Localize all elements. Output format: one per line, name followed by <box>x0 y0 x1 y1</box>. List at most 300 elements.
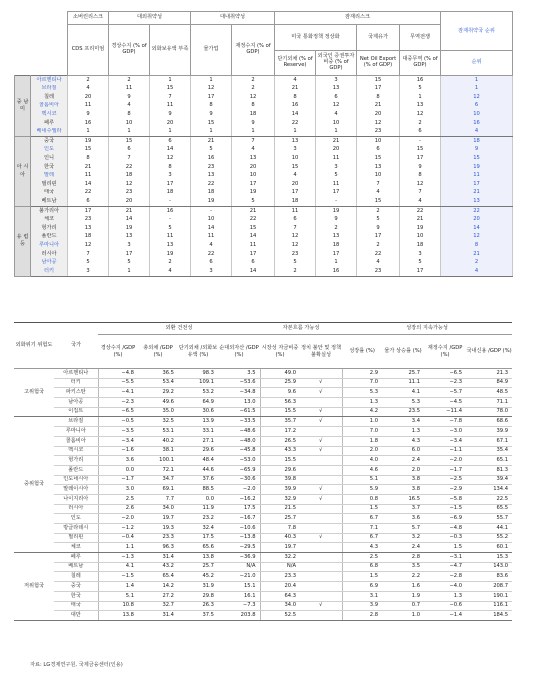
table2-row <box>14 504 512 514</box>
score-cell: 9 <box>357 224 400 233</box>
indicator-cell: −1.6 <box>98 446 138 456</box>
score-cell: 6 <box>232 258 275 267</box>
header-inflation-rate: 물가 상승률 (%) <box>382 335 424 369</box>
policy-risk-check: √ <box>300 601 342 611</box>
indicator-cell: 1.5 <box>342 572 382 582</box>
score-cell: 11 <box>275 206 316 215</box>
policy-risk-check: √ <box>300 494 342 504</box>
score-cell: 14 <box>232 267 275 276</box>
table1-row <box>15 76 513 85</box>
indicator-cell: 32.9 <box>260 494 300 504</box>
score-cell: 5 <box>191 146 232 155</box>
indicator-cell: 84.9 <box>466 378 512 388</box>
rank-cell: 4 <box>441 128 513 137</box>
indicator-cell: 4.3 <box>342 543 382 553</box>
table2-row <box>14 543 512 553</box>
score-cell: - <box>191 206 232 215</box>
score-cell: 12 <box>316 102 357 111</box>
score-cell: 14 <box>68 180 109 189</box>
score-cell: 17 <box>316 189 357 198</box>
indicator-cell: 39.4 <box>466 475 512 485</box>
policy-risk-check <box>300 562 342 572</box>
group-domestic-vulnerability: 대내취약성 <box>191 12 275 25</box>
score-cell: 4 <box>68 85 109 94</box>
table2-row <box>14 485 512 495</box>
country-name: 태국 <box>54 601 98 611</box>
score-cell: 2 <box>232 85 275 94</box>
indicator-cell: 43.2 <box>138 562 178 572</box>
table1-row <box>15 216 513 225</box>
score-cell: 21 <box>109 206 150 215</box>
score-cell: 8 <box>357 93 400 102</box>
score-cell: 20 <box>357 110 400 119</box>
header-foreign-portfolio: 외국인 증권투자비중 (% of GDP) <box>316 51 357 76</box>
indicator-cell: 3.2 <box>382 533 424 543</box>
indicator-cell: −5.7 <box>424 388 466 398</box>
score-cell: 2 <box>357 206 400 215</box>
indicator-cell: 49.6 <box>138 398 178 408</box>
country-name: 필리핀 <box>54 533 98 543</box>
indicator-cell: −11.4 <box>424 407 466 417</box>
indicator-cell: 27.2 <box>138 591 178 601</box>
indicator-cell: N/A <box>218 562 260 572</box>
header-fiscal-gdp: 재정수지 /GDP (%) <box>424 335 466 369</box>
group-capital-flow: 자본흐름 가능성 <box>260 323 342 335</box>
vulnerability-ranking-table <box>14 11 513 277</box>
score-cell: 18 <box>316 241 357 250</box>
score-cell: 22 <box>400 206 441 215</box>
indicator-cell: 39.9 <box>466 427 512 437</box>
header-growth: 성장률 (%) <box>342 335 382 369</box>
indicator-cell: 3.8 <box>382 485 424 495</box>
score-cell: 15 <box>68 146 109 155</box>
score-cell: 13 <box>232 154 275 163</box>
indicator-cell: −1.7 <box>98 475 138 485</box>
indicator-cell: −53.6 <box>218 378 260 388</box>
rank-cell: 12 <box>441 233 513 242</box>
score-cell: 14 <box>109 216 150 225</box>
score-cell: 17 <box>357 233 400 242</box>
source-note: 자료: LG경제연구원, 국제금융센터(인용) <box>30 662 123 668</box>
table1-row <box>15 258 513 267</box>
indicator-cell: 21.5 <box>260 504 300 514</box>
indicator-cell: 1.3 <box>342 398 382 408</box>
score-cell: 10 <box>357 137 400 146</box>
indicator-cell: 16.5 <box>382 494 424 504</box>
policy-risk-check <box>300 456 342 466</box>
indicator-cell: 31.4 <box>138 611 178 621</box>
indicator-cell: 1.3 <box>382 427 424 437</box>
indicator-cell: 53.1 <box>138 427 178 437</box>
indicator-cell: 15.3 <box>466 553 512 563</box>
rank-cell: 14 <box>441 224 513 233</box>
indicator-cell: −1.7 <box>424 465 466 475</box>
country-name: 헝가리 <box>31 224 68 233</box>
header-political-instability: 정치 불안 및 정책 불확실성 <box>300 335 342 369</box>
score-cell: 16 <box>316 267 357 276</box>
indicator-cell: 109.1 <box>178 378 218 388</box>
indicator-cell: 5.7 <box>382 524 424 534</box>
country-name: 말레 <box>31 172 68 181</box>
table2-row <box>14 446 512 456</box>
score-cell: 5 <box>150 224 191 233</box>
indicator-cell: 14.2 <box>138 582 178 592</box>
score-cell: 11 <box>316 154 357 163</box>
indicator-cell: 0.7 <box>382 601 424 611</box>
score-cell: 6 <box>357 146 400 155</box>
country-name: 베트남 <box>54 562 98 572</box>
indicator-cell: −4.8 <box>98 369 138 379</box>
table2-row <box>14 572 512 582</box>
score-cell: 5 <box>357 216 400 225</box>
indicator-cell: 2.5 <box>98 494 138 504</box>
rank-cell: 2 <box>441 258 513 267</box>
header-net-oil-export: Net Oil Export (% of GDP) <box>357 51 400 76</box>
indicator-cell: −2.0 <box>98 514 138 524</box>
score-cell: 4 <box>275 172 316 181</box>
score-cell: 5 <box>400 258 441 267</box>
indicator-cell: 2.2 <box>382 572 424 582</box>
country-name: 말레이시아 <box>54 485 98 495</box>
indicator-cell: −0.4 <box>98 533 138 543</box>
score-cell: 9 <box>150 110 191 119</box>
table1-row <box>15 267 513 276</box>
rank-cell: 1 <box>441 85 513 94</box>
table1-row <box>15 128 513 137</box>
score-cell: 15 <box>357 154 400 163</box>
indicator-cell: 1.5 <box>342 504 382 514</box>
rank-cell: 11 <box>441 172 513 181</box>
score-cell: 21 <box>400 216 441 225</box>
score-cell: 14 <box>150 146 191 155</box>
indicator-cell: −3.4 <box>424 436 466 446</box>
rank-cell: 10 <box>441 110 513 119</box>
rank-cell: 19 <box>441 163 513 172</box>
score-cell: 7 <box>68 250 109 259</box>
policy-risk-check <box>300 582 342 592</box>
score-cell: 13 <box>109 233 150 242</box>
indicator-cell: −30.6 <box>218 475 260 485</box>
indicator-cell: 0.8 <box>342 494 382 504</box>
indicator-cell: 69.1 <box>138 485 178 495</box>
indicator-cell: 38.1 <box>138 446 178 456</box>
country-name: 파키스탄 <box>54 388 98 398</box>
indicator-cell: −29.5 <box>218 543 260 553</box>
score-cell: 18 <box>232 110 275 119</box>
indicator-cell: −5.8 <box>424 494 466 504</box>
score-cell: 3 <box>275 146 316 155</box>
indicator-cell: 6.0 <box>382 446 424 456</box>
country-name: 루마니아 <box>54 427 98 437</box>
rank-cell: 8 <box>441 241 513 250</box>
score-cell: 1 <box>109 267 150 276</box>
score-cell: 7 <box>232 137 275 146</box>
indicator-cell: N/A <box>260 562 300 572</box>
score-cell: 1 <box>191 76 232 85</box>
header-domestic-credit: 국내신용 /GDP (%) <box>466 335 512 369</box>
indicator-cell: 22.5 <box>466 494 512 504</box>
table1-row <box>15 110 513 119</box>
score-cell: 18 <box>150 189 191 198</box>
indicator-cell: 6.9 <box>342 582 382 592</box>
table2-row <box>14 582 512 592</box>
indicator-cell: −5.5 <box>98 378 138 388</box>
header-ca-gdp: 경상수지 /GDP (%) <box>98 335 138 369</box>
indicator-cell: 10.8 <box>98 601 138 611</box>
indicator-cell: 78.0 <box>466 407 512 417</box>
indicator-cell: 143.0 <box>466 562 512 572</box>
table2-row <box>14 591 512 601</box>
score-cell: 1 <box>400 93 441 102</box>
score-cell: 14 <box>232 233 275 242</box>
country-name: 체코 <box>31 216 68 225</box>
indicator-cell: 15.5 <box>260 456 300 466</box>
indicator-cell: 0.0 <box>98 465 138 475</box>
score-cell: 12 <box>357 119 400 128</box>
indicator-cell: 60.1 <box>466 543 512 553</box>
indicator-cell: 7.0 <box>342 378 382 388</box>
indicator-cell: 20.4 <box>260 582 300 592</box>
indicator-cell: 49.0 <box>260 369 300 379</box>
header-current-account: 경상수지 (% of GDP) <box>109 25 150 76</box>
indicator-cell: −1.4 <box>424 611 466 621</box>
indicator-cell: −4.0 <box>424 582 466 592</box>
score-cell: 23 <box>357 128 400 137</box>
risk-level-label: 저위험국 <box>14 553 54 621</box>
table2-row <box>14 562 512 572</box>
score-cell: 3 <box>400 250 441 259</box>
table2-row <box>14 456 512 466</box>
score-cell: 5 <box>68 258 109 267</box>
score-cell: - <box>316 197 357 206</box>
group-rank: 잠재취약국 순위 <box>441 12 513 51</box>
rank-cell: 15 <box>441 154 513 163</box>
indicator-cell: 4.0 <box>342 456 382 466</box>
indicator-cell: −3.4 <box>98 436 138 446</box>
score-cell: 4 <box>232 146 275 155</box>
table2-row <box>14 601 512 611</box>
policy-risk-check <box>300 475 342 485</box>
country-name: 페루 <box>31 119 68 128</box>
indicator-cell: 32.4 <box>178 524 218 534</box>
indicator-cell: 48.4 <box>178 456 218 466</box>
indicator-cell: 2.8 <box>382 553 424 563</box>
table1-row <box>15 172 513 181</box>
table2-row <box>14 436 512 446</box>
indicator-cell: 3.8 <box>382 475 424 485</box>
score-cell: 9 <box>191 110 232 119</box>
indicator-cell: 116.1 <box>466 601 512 611</box>
score-cell: 14 <box>275 110 316 119</box>
indicator-cell: 81.3 <box>466 465 512 475</box>
score-cell: 4 <box>357 258 400 267</box>
score-cell: 13 <box>150 241 191 250</box>
rank-cell: 13 <box>441 197 513 206</box>
indicator-cell: 64.9 <box>178 398 218 408</box>
score-cell: 10 <box>357 172 400 181</box>
indicator-cell: 29.8 <box>178 591 218 601</box>
indicator-cell: 4.6 <box>342 465 382 475</box>
table2-row <box>14 553 512 563</box>
score-cell: 21 <box>275 85 316 94</box>
indicator-cell: −4.1 <box>98 388 138 398</box>
score-cell: - <box>150 216 191 225</box>
indicator-cell: −16.7 <box>218 514 260 524</box>
country-name: 브라질 <box>31 85 68 94</box>
table1-row <box>15 241 513 250</box>
score-cell: 3 <box>191 267 232 276</box>
indicator-cell: −34.8 <box>218 388 260 398</box>
header-inflation: 물가업 <box>191 25 232 76</box>
score-cell: 22 <box>357 250 400 259</box>
indicator-cell: 25.7 <box>382 369 424 379</box>
indicator-cell: 7.1 <box>342 524 382 534</box>
header-net-foreign-assets: 순대외자산 /GDP (%) <box>218 335 260 369</box>
table1-row <box>15 85 513 94</box>
rank-cell: 12 <box>441 93 513 102</box>
indicator-cell: −6.9 <box>424 514 466 524</box>
country-name: 터키 <box>31 267 68 276</box>
score-cell: 13 <box>68 224 109 233</box>
score-cell: 7 <box>400 189 441 198</box>
indicator-cell: 25.9 <box>260 378 300 388</box>
indicator-cell: 4.1 <box>382 388 424 398</box>
policy-risk-check <box>300 427 342 437</box>
indicator-cell: 3.9 <box>342 601 382 611</box>
indicator-cell: −2.5 <box>424 475 466 485</box>
indicator-cell: 4.1 <box>98 562 138 572</box>
score-cell: 5 <box>109 258 150 267</box>
indicator-cell: 23.2 <box>178 514 218 524</box>
score-cell: 3 <box>150 172 191 181</box>
score-cell: 13 <box>316 233 357 242</box>
indicator-cell: −45.8 <box>218 446 260 456</box>
indicator-cell: 35.7 <box>260 417 300 427</box>
indicator-cell: 1.8 <box>342 436 382 446</box>
policy-risk-check: √ <box>300 446 342 456</box>
score-cell: 4 <box>191 241 232 250</box>
policy-risk-check: √ <box>300 388 342 398</box>
country-name: 방글라데시 <box>54 524 98 534</box>
indicator-cell: 17.2 <box>260 427 300 437</box>
score-cell: 1 <box>316 258 357 267</box>
country-name: 인니 <box>31 154 68 163</box>
score-cell: 11 <box>68 172 109 181</box>
indicator-cell: 3.7 <box>382 504 424 514</box>
indicator-cell: 34.0 <box>138 504 178 514</box>
policy-risk-check: √ <box>300 533 342 543</box>
score-cell: 23 <box>109 189 150 198</box>
rank-cell: 22 <box>441 206 513 215</box>
score-cell: 15 <box>357 76 400 85</box>
policy-risk-check <box>300 611 342 621</box>
score-cell: 16 <box>150 206 191 215</box>
indicator-cell: 1.1 <box>98 543 138 553</box>
score-cell: 17 <box>68 206 109 215</box>
score-cell: 12 <box>109 180 150 189</box>
table1-row <box>15 163 513 172</box>
table1-row <box>15 206 513 215</box>
indicator-cell: −48.6 <box>218 427 260 437</box>
group-sovereign-risk: 소버린리스크 <box>68 12 109 25</box>
indicator-cell: 2.0 <box>342 446 382 456</box>
score-cell: 4 <box>357 189 400 198</box>
indicator-cell: −48.0 <box>218 436 260 446</box>
indicator-cell: −2.3 <box>424 378 466 388</box>
score-cell: 12 <box>68 241 109 250</box>
indicator-cell: 25.7 <box>178 562 218 572</box>
country-name: 페루 <box>54 553 98 563</box>
score-cell: 6 <box>109 146 150 155</box>
country-name: 아르헨티나 <box>31 76 68 85</box>
score-cell: 5 <box>400 85 441 94</box>
indicator-cell: −2.8 <box>424 572 466 582</box>
indicator-cell: 17.5 <box>218 504 260 514</box>
score-cell: 22 <box>232 216 275 225</box>
indicator-cell: 13.8 <box>98 611 138 621</box>
country-name: 루마니아 <box>31 241 68 250</box>
score-cell: 22 <box>191 180 232 189</box>
indicator-cell: 34.0 <box>260 601 300 611</box>
indicator-cell: 37.6 <box>178 475 218 485</box>
score-cell: 17 <box>109 250 150 259</box>
score-cell: 7 <box>109 154 150 163</box>
score-cell: 11 <box>68 102 109 111</box>
indicator-cell: 184.5 <box>466 611 512 621</box>
indicator-cell: 13.8 <box>178 553 218 563</box>
country-name: 칠레 <box>31 93 68 102</box>
score-cell: 21 <box>68 163 109 172</box>
score-cell: 11 <box>150 233 191 242</box>
table2-row <box>14 465 512 475</box>
score-cell: 1 <box>109 128 150 137</box>
score-cell: 12 <box>400 110 441 119</box>
policy-risk-check <box>300 504 342 514</box>
score-cell: 1 <box>150 128 191 137</box>
score-cell: 6 <box>316 93 357 102</box>
indicator-cell: 19.3 <box>138 524 178 534</box>
score-cell: 16 <box>68 119 109 128</box>
indicator-cell: 71.1 <box>466 398 512 408</box>
score-cell: 13 <box>275 137 316 146</box>
header-st-debt-reserve: 단기외채 /외화보유액 (%) <box>178 335 218 369</box>
indicator-cell: 52.5 <box>260 611 300 621</box>
indicator-cell: 65.1 <box>466 456 512 466</box>
rank-cell: 17 <box>441 180 513 189</box>
score-cell: 21 <box>357 102 400 111</box>
table1-row <box>15 224 513 233</box>
score-cell: 15 <box>275 163 316 172</box>
score-cell: 1 <box>232 128 275 137</box>
indicator-cell: 25.7 <box>260 514 300 524</box>
score-cell: 20 <box>150 119 191 128</box>
score-cell: 3 <box>316 163 357 172</box>
region-label: 유 럽 등 <box>15 206 31 276</box>
table2-row <box>14 475 512 485</box>
policy-risk-check <box>300 514 342 524</box>
indicator-cell: 1.4 <box>98 582 138 592</box>
rank-cell: 16 <box>441 119 513 128</box>
score-cell: 2 <box>275 267 316 276</box>
score-cell: 17 <box>275 189 316 198</box>
score-cell: 8 <box>232 102 275 111</box>
indicator-cell: 21.3 <box>466 369 512 379</box>
score-cell: 13 <box>191 172 232 181</box>
indicator-cell: 96.3 <box>138 543 178 553</box>
indicator-cell: −1.2 <box>98 524 138 534</box>
risk-level-label: 고위험국 <box>14 369 54 417</box>
score-cell: 15 <box>109 137 150 146</box>
